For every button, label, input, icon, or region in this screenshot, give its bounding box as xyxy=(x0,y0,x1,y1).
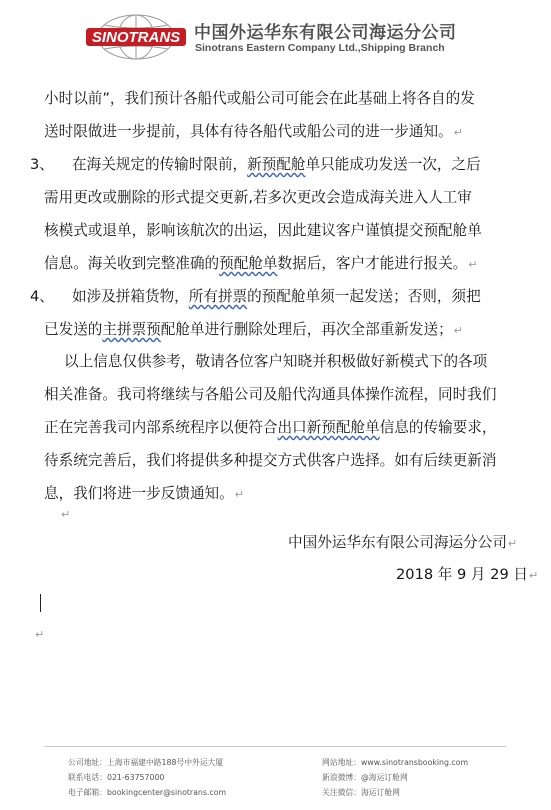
footer-address: 公司地址：上海市福建中路188号中外运大厦 xyxy=(68,758,224,767)
paragraph-line: 小时以前”，我们预计各船代或船公司可能会在此基础上将各自的发 xyxy=(44,90,475,107)
signature: 中国外运华东有限公司海运分公司↵ xyxy=(288,534,518,551)
paragraph-line: 正在完善我司内部系统程序以便符合出口新预配舱单信息的传输要求， xyxy=(44,419,497,436)
paragraph-line: 待系统完善后，我们将提供多种提交方式供客户选择。如有后续更新消 xyxy=(44,452,497,469)
paragraph-line: 送时限做进一步提前，具体有待各船代或船公司的进一步通知。↵ xyxy=(44,123,463,140)
svg-text:SINOTRANS: SINOTRANS xyxy=(91,29,181,46)
item-number: 4、 xyxy=(30,288,54,305)
footer-divider xyxy=(44,746,506,747)
footer-weibo: 新浪微博：@海运订舱网 xyxy=(322,773,408,782)
paragraph-line: 息，我们将进一步反馈通知。↵ xyxy=(44,485,244,502)
item-number: 3、 xyxy=(30,156,54,173)
return-mark: ↵ xyxy=(234,488,244,501)
company-name-cn: 中国外运华东有限公司海运分公司 xyxy=(194,23,457,43)
paragraph-line: 在海关规定的传输时限前，新预配舱单只能成功发送一次，之后 xyxy=(72,156,481,173)
return-mark: ↵ xyxy=(528,569,539,582)
footer-phone: 联系电话：021-63757000 xyxy=(68,773,165,782)
paragraph-line: 已发送的主拼票预配舱单进行删除处理后，再次全部重新发送；↵ xyxy=(44,321,463,338)
return-mark: ↵ xyxy=(453,324,463,337)
footer-wechat: 关注微信：海运订舱网 xyxy=(322,788,400,797)
sinotrans-logo xyxy=(84,12,188,62)
paragraph-line: 相关准备。我司将继续与各船公司及船代沟通具体操作流程，同时我们 xyxy=(44,386,497,403)
return-mark: ↵ xyxy=(35,628,45,641)
footer-email: 电子邮箱：bookingcenter@sinotrans.com xyxy=(68,788,227,797)
company-name-en: Sinotrans Eastern Company Ltd.,Shipping Branch xyxy=(195,42,445,54)
paragraph-line: 需用更改或删除的形式提交更新,若多次更改会造成海关进入人工审 xyxy=(44,189,472,206)
return-mark: ↵ xyxy=(61,508,71,521)
return-mark: ↵ xyxy=(507,537,518,550)
return-mark: ↵ xyxy=(453,126,463,139)
paragraph-line: 核模式或退单，影响该航次的出运，因此建议客户谨慎提交预配舱单 xyxy=(44,222,482,239)
paragraph-line: 以上信息仅供参考，敬请各位客户知晓并积极做好新模式下的各项 xyxy=(64,353,488,370)
footer-website: 网站地址：www.sinotransbooking.com xyxy=(322,758,469,767)
letterhead xyxy=(0,0,551,70)
text-cursor xyxy=(40,594,41,612)
return-mark: ↵ xyxy=(468,258,478,271)
paragraph-line: 如涉及拼箱货物，所有拼票的预配舱单须一起发送；否则，须把 xyxy=(72,288,481,305)
signature-date: 2018 年 9 月 29 日↵ xyxy=(396,566,539,583)
paragraph-line: 信息。海关收到完整准确的预配舱单数据后，客户才能进行报关。↵ xyxy=(44,255,478,272)
